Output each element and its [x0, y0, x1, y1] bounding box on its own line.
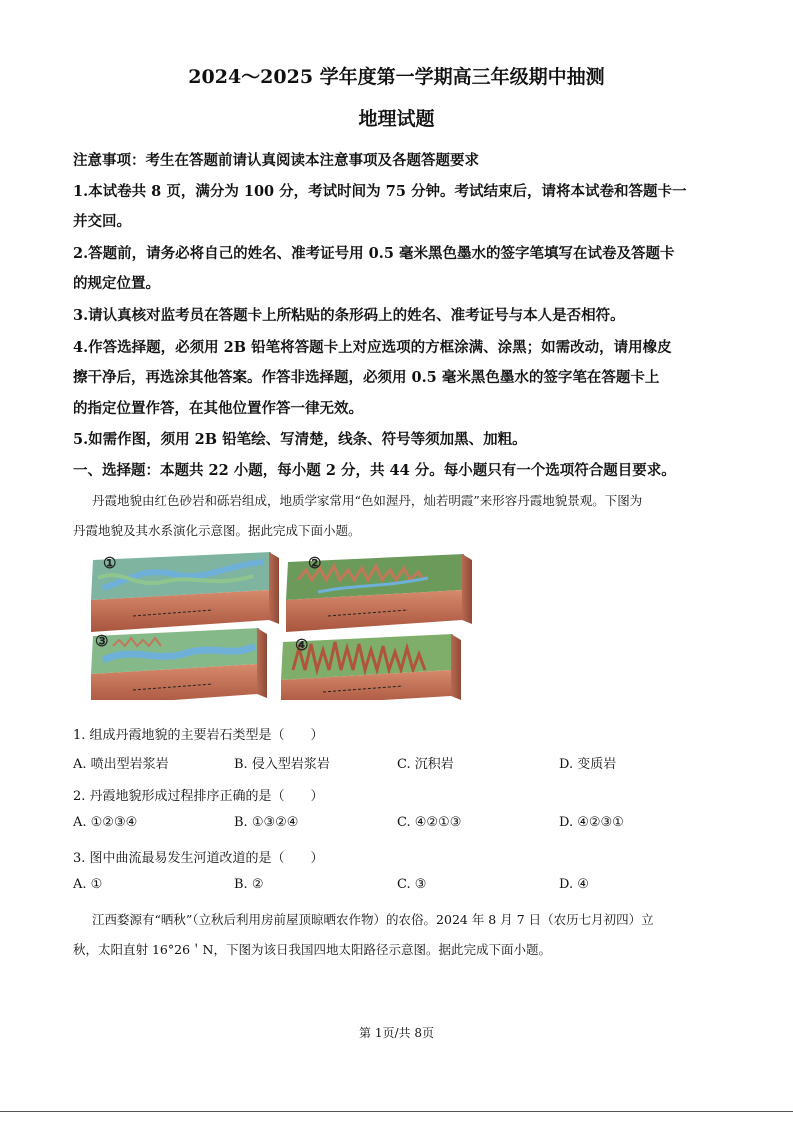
danxia-evolution-figure: [73, 548, 473, 700]
question-3-stem: 3. 图中曲流最易发生河道改道的是（ ）: [73, 851, 324, 866]
exam-subject: 地理试题: [358, 108, 435, 130]
question-2-stem: 2. 丹霞地貌形成过程排序正确的是（ ）: [73, 789, 324, 804]
block-diagram-2: [286, 554, 472, 632]
notice-line: 并交回。: [73, 213, 131, 230]
page-bottom-divider: [0, 1111, 793, 1112]
question-intro: 丹霞地貌由红色砂岩和砾岩组成，地质学家常用“色如渥丹，灿若明霞”来形容丹霞地貌景观。下图为: [92, 493, 643, 508]
question-1-option-a[interactable]: A. 喷出型岩浆岩: [73, 757, 169, 772]
figure-label-4: ④: [295, 636, 309, 654]
question-3-option-c[interactable]: C. ③: [397, 877, 427, 892]
figure-label-1: ①: [103, 554, 117, 572]
question-intro: 丹霞地貌及其水系演化示意图。据此完成下面小题。: [73, 523, 361, 538]
notice-line: 2.答题前，请务必将自己的姓名、准考证号用 0.5 毫米黑色墨水的签字笔填写在试卷及答题卡: [73, 245, 675, 262]
question-2-option-b[interactable]: B. ①③②④: [234, 815, 299, 830]
notice-line: 4.作答选择题，必须用 2B 铅笔将答题卡上对应选项的方框涂满、涂黑；如需改动，请用橡皮: [73, 339, 672, 356]
block-diagram-3: [91, 628, 267, 700]
question-intro-2: 江西婺源有“晒秋”（立秋后利用房前屋顶晾晒农作物）的农俗。2024 年 8 月 7 日（农历七月初四）立: [92, 912, 654, 927]
figure-label-3: ③: [95, 632, 109, 650]
section-heading: 一、选择题：本题共 22 小题，每小题 2 分，共 44 分。每小题只有一个选项符合题目要求。: [73, 462, 676, 479]
question-2-option-d[interactable]: D. ④②③①: [559, 815, 624, 830]
figure-label-2: ②: [308, 554, 322, 572]
page-number: 第 1页/共 8页: [359, 1026, 434, 1040]
notice-line: 擦干净后，再选涂其他答案。作答非选择题，必须用 0.5 毫米黑色墨水的签字笔在答题卡上: [73, 369, 660, 386]
notice-line: 1.本试卷共 8 页，满分为 100 分，考试时间为 75 分钟。考试结束后，请将本试卷和答题卡一: [73, 183, 687, 200]
exam-title: 2024～2025 学年度第一学期高三年级期中抽测: [188, 66, 605, 88]
question-1-option-b[interactable]: B. 侵入型岩浆岩: [234, 757, 330, 772]
question-2-option-a[interactable]: A. ①②③④: [73, 815, 138, 830]
question-1-option-d[interactable]: D. 变质岩: [559, 757, 617, 772]
block-diagram-4: [281, 634, 461, 700]
question-1-stem: 1. 组成丹霞地貌的主要岩石类型是（ ）: [73, 728, 324, 743]
notice-heading: 注意事项：考生在答题前请认真阅读本注意事项及各题答题要求: [73, 152, 479, 169]
notice-line: 5.如需作图，须用 2B 铅笔绘、写清楚，线条、符号等须加黑、加粗。: [73, 431, 527, 448]
question-3-option-a[interactable]: A. ①: [73, 877, 103, 892]
question-2-option-c[interactable]: C. ④②①③: [397, 815, 462, 830]
block-diagram-1: [91, 552, 279, 632]
question-3-option-d[interactable]: D. ④: [559, 877, 589, 892]
notice-line: 的规定位置。: [73, 275, 160, 292]
question-intro-2: 秋，太阳直射 16°26＇N，下图为该日我国四地太阳路径示意图。据此完成下面小题。: [73, 942, 551, 957]
notice-line: 的指定位置作答，在其他位置作答一律无效。: [73, 400, 363, 417]
question-3-option-b[interactable]: B. ②: [234, 877, 264, 892]
notice-line: 3.请认真核对监考员在答题卡上所粘贴的条形码上的姓名、准考证号与本人是否相符。: [73, 307, 625, 324]
question-1-option-c[interactable]: C. 沉积岩: [397, 757, 454, 772]
